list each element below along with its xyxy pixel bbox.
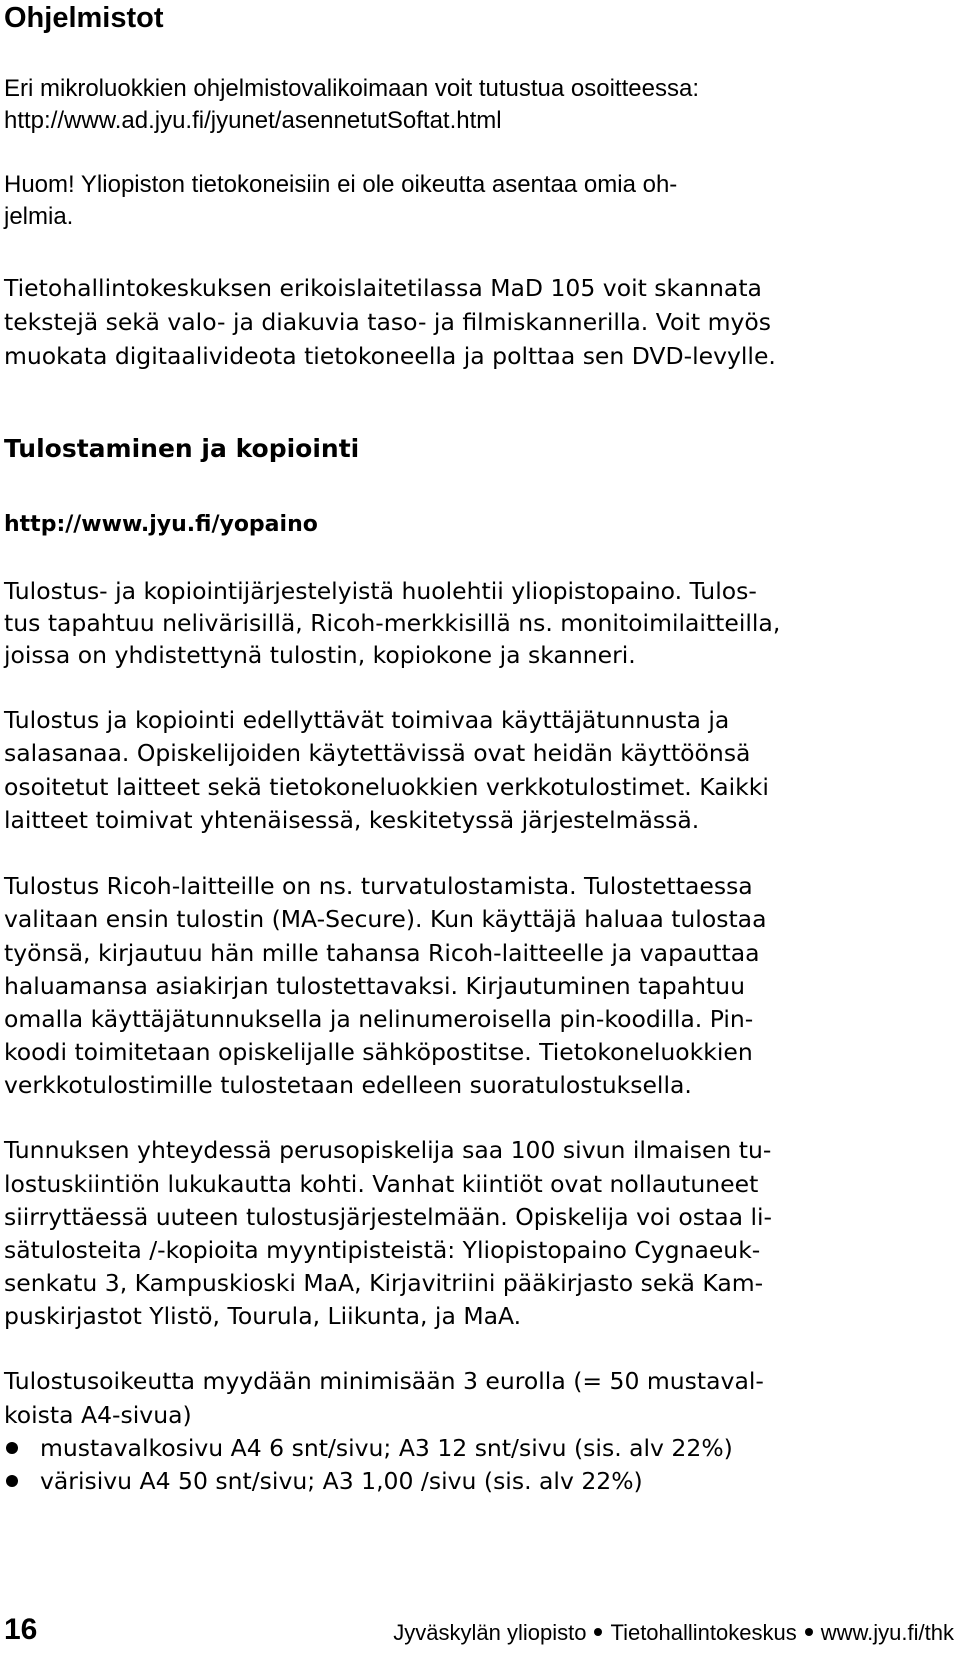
paragraph-line: koodi toimitetaan opiskelijalle sähköpostitse. Tietokoneluokkien [4, 1038, 753, 1066]
paragraph-line: sätulosteita /-kopioita myyntipisteistä: Yliopistopaino Cygnaeuk- [4, 1236, 761, 1264]
paragraph-line: verkkotulostimille tulostetaan edelleen suoratulostuksella. [4, 1071, 692, 1099]
footer-credits [393, 1618, 954, 1648]
footer-url[interactable]: www.jyu.fi/thk [820, 1620, 954, 1645]
paragraph-line: osoitetut laitteet sekä tietokoneluokkien verkkotulostimet. Kaikki [4, 773, 769, 801]
paragraph-line: valitaan ensin tulostin (MA-Secure). Kun käyttäjä haluaa tulostaa [4, 905, 767, 933]
section-url[interactable]: http://www.jyu.fi/yopaino [4, 512, 318, 537]
paragraph-line: haluamansa asiakirjan tulostettavaksi. Kirjautuminen tapahtuu [4, 972, 745, 1000]
mad-line: Tietohallintokeskuksen erikoislaitetilassa MaD 105 voit skannata [4, 274, 762, 302]
paragraph-line: Tunnuksen yhteydessä perusopiskelija saa 100 sivun ilmaisen tu- [4, 1136, 772, 1164]
paragraph-line: omalla käyttäjätunnuksella ja nelinumeroisella pin-koodilla. Pin- [4, 1005, 754, 1033]
paragraph-line: Tulostusoikeutta myydään minimisään 3 eurolla (= 50 mustaval- [4, 1367, 764, 1395]
bullet-icon [6, 1475, 18, 1487]
paragraph-line: työnsä, kirjautuu hän mille tahansa Ricoh-laitteelle ja vapauttaa [4, 939, 760, 967]
separator-dot-icon [594, 1628, 602, 1636]
paragraph-line: Tulostus Ricoh-laitteille on ns. turvatulostamista. Tulostettaessa [4, 872, 753, 900]
price-list-item: värisivu A4 50 snt/sivu; A3 1,00 /sivu (sis. alv 22%) [40, 1467, 643, 1495]
footer-department: Tietohallintokeskus [610, 1620, 797, 1645]
page-title: Ohjelmistot [4, 2, 164, 34]
paragraph-line: Tulostus- ja kopiointijärjestelyistä huolehtii yliopistopaino. Tulos- [4, 577, 757, 605]
software-link[interactable]: http://www.ad.jyu.fi/jyunet/asennetutSoftat.html [4, 107, 502, 134]
intro-note-cont: jelmia. [4, 203, 74, 230]
intro-note: Huom! Yliopiston tietokoneisiin ei ole oikeutta asentaa omia oh- [4, 171, 678, 198]
paragraph-line: koista A4-sivua) [4, 1401, 192, 1429]
paragraph-line: puskirjastot Ylistö, Tourula, Liikunta, ja MaA. [4, 1302, 522, 1330]
mad-line: tekstejä sekä valo- ja diakuvia taso- ja filmiskannerilla. Voit myös [4, 308, 772, 336]
footer-university: Jyväskylän yliopisto [393, 1620, 587, 1645]
paragraph-line: Tulostus ja kopiointi edellyttävät toimivaa käyttäjätunnusta ja [4, 706, 730, 734]
bullet-icon [6, 1442, 18, 1454]
paragraph-line: joissa on yhdistettynä tulostin, kopiokone ja skanneri. [4, 641, 636, 669]
paragraph-line: laitteet toimivat yhtenäisessä, keskitetyssä järjestelmässä. [4, 806, 700, 834]
separator-dot-icon [805, 1628, 813, 1636]
paragraph-line: tus tapahtuu nelivärisillä, Ricoh-merkkisillä ns. monitoimilaitteilla, [4, 609, 781, 637]
paragraph-line: senkatu 3, Kampuskioski MaA, Kirjavitriini pääkirjasto sekä Kam- [4, 1269, 764, 1297]
paragraph-line: salasanaa. Opiskelijoiden käytettävissä ovat heidän käyttöönsä [4, 739, 751, 767]
price-list-item: mustavalkosivu A4 6 snt/sivu; A3 12 snt/sivu (sis. alv 22%) [40, 1434, 733, 1462]
mad-line: muokata digitaalivideota tietokoneella ja polttaa sen DVD-levylle. [4, 342, 776, 370]
paragraph-line: siirryttäessä uuteen tulostusjärjestelmään. Opiskelija voi ostaa li- [4, 1203, 773, 1231]
paragraph-line: lostuskiintiön lukukautta kohti. Vanhat kiintiöt ovat nollautuneet [4, 1170, 759, 1198]
page-number: 16 [4, 1613, 38, 1646]
section-heading: Tulostaminen ja kopiointi [4, 434, 360, 463]
intro-line: Eri mikroluokkien ohjelmistovalikoimaan voit tutustua osoitteessa: [4, 75, 699, 102]
